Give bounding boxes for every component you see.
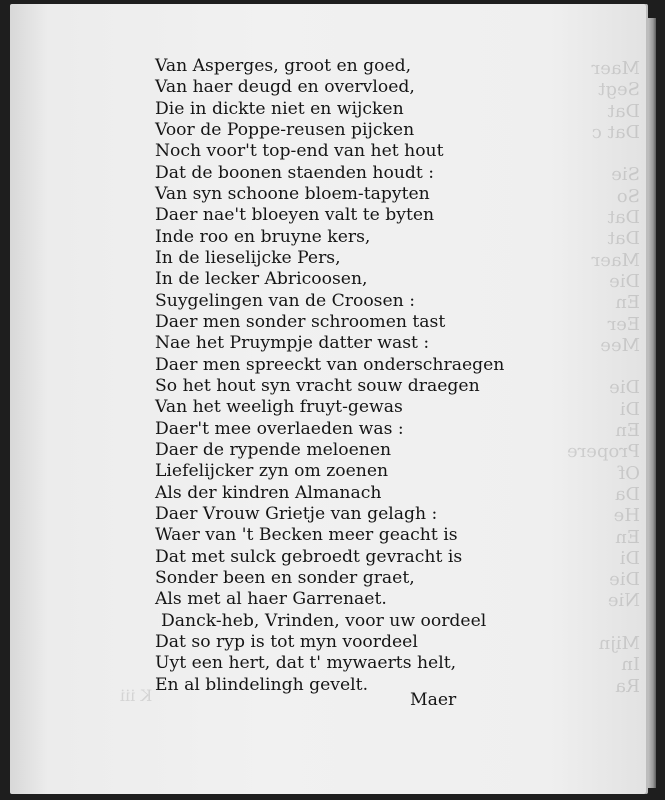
verse-line: Daer Vrouw Grietje van gelagh : (155, 503, 438, 524)
verse-line: Nae het Pruympje datter wast : (155, 333, 430, 354)
verse-line: Dat met sulck gebroedt gevracht is (155, 546, 463, 567)
verse-line: In de lieselijcke Pers, (155, 247, 341, 268)
poem-verse (155, 56, 504, 696)
verse-line: Dat so ryp is tot myn voordeel (155, 631, 418, 652)
verse-line: Noch voor't top-end van het hout (155, 141, 444, 162)
verse-line: Danck-heb, Vrinden, voor uw oordeel (161, 610, 487, 631)
verse-line: Daer men spreeckt van onderschraegen (155, 354, 505, 375)
verse-line: Als der kindren Almanach (155, 482, 382, 503)
verse-line: Inde roo en bruyne kers, (155, 226, 371, 247)
verse-line: Van syn schoone bloem-tapyten (155, 183, 430, 204)
verse-line: Waer van 't Becken meer geacht is (155, 525, 458, 546)
verse-line: Sonder been en sonder graet, (155, 567, 415, 588)
verse-line: Daer nae't bloeyen valt te byten (155, 205, 435, 226)
verse-line: Van Asperges, groot en goed, (155, 56, 412, 76)
verse-line: Liefelijcker zyn om zoenen (155, 461, 389, 482)
verse-line: Uyt een hert, dat t' mywaerts helt, (155, 653, 457, 674)
verse-line: Die in dickte niet en wijcken (155, 98, 404, 119)
verse-line: So het hout syn vracht souw draegen (155, 375, 480, 396)
verse-line: Daer't mee overlaeden was : (155, 418, 404, 439)
verse-line: Dat de boonen staenden houdt : (155, 162, 435, 183)
verse-line: Van het weeligh fruyt-gewas (155, 397, 403, 418)
verse-line: Suygelingen van de Croosen : (155, 290, 416, 311)
verse-line: En al blindelingh gevelt. (155, 674, 369, 695)
show-through-bleed: Maer Segt Dat Dat c Sie So Dat Dat Maer Die En Eer Mee Die Di En Propere Of Da He En Di Die Nie Mijn In Ra (567, 58, 640, 697)
page-edge-shadow (646, 18, 656, 788)
verse-line: In de lecker Abricoosen, (155, 269, 368, 290)
verse-line: Als met al haer Garrenaet. (155, 589, 387, 610)
verse-line: Voor de Poppe-reusen pijcken (155, 119, 415, 140)
verse-line: Daer de rypende meloenen (155, 439, 392, 460)
verse-line: Van haer deugd en overvloed, (155, 77, 415, 98)
signature-bleed: K iii (120, 686, 153, 705)
verse-line: Daer men sonder schroomen tast (155, 311, 446, 332)
catchword: Maer (410, 690, 457, 710)
